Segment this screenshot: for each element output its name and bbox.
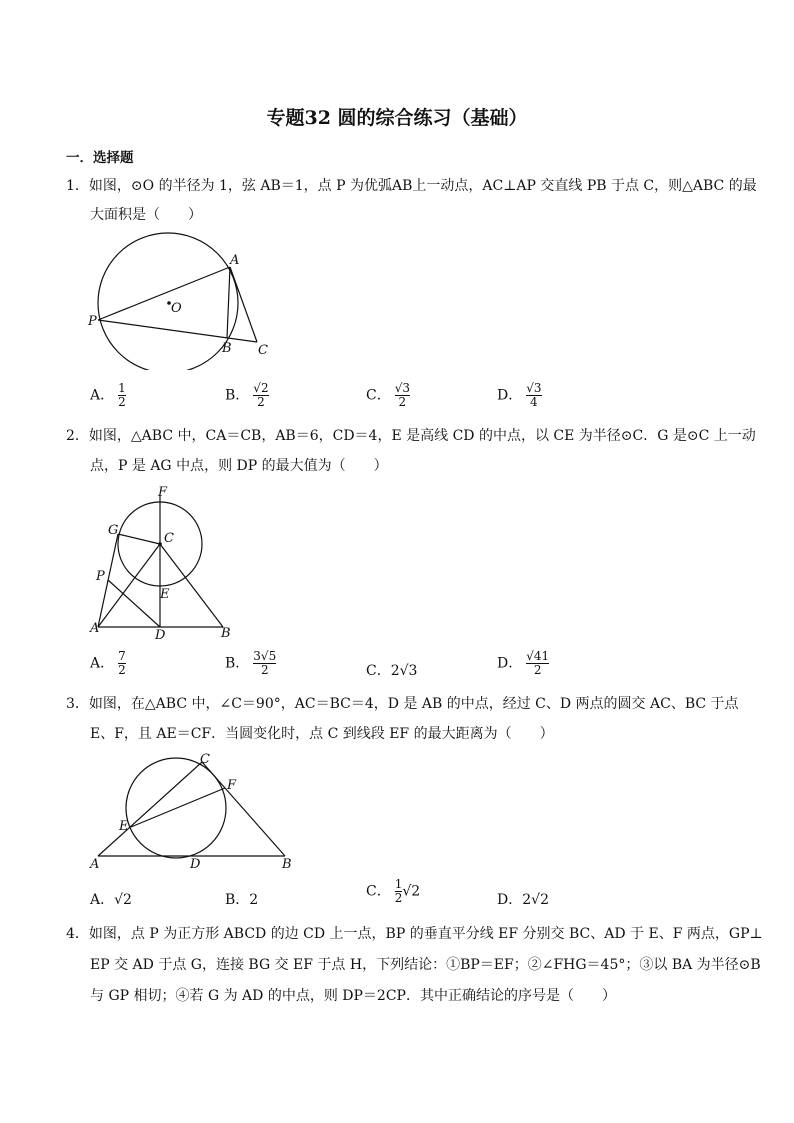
question-3-line-1: 3．如图，在△ABC 中，∠C＝90°，AC＝BC＝4，D 是 AB 的中点，经过 C、D 两点的圆交 AC、BC 于点 [66,696,739,712]
question-3-option-c: C． $\frac{1}{2}$ √2 [366,877,421,905]
section-heading: 一．选择题 [66,150,134,166]
page-title: 专题32 圆的综合练习（基础） [266,107,528,129]
circle-o [98,233,238,370]
label-c: C [164,531,174,546]
segment-ac [98,762,202,856]
segment-pc [98,320,257,342]
label-a: A [90,621,100,636]
label-g: G [108,523,119,538]
label-e: E [119,819,129,834]
question-4-line-3: 与 GP 相切；④若 G 为 AD 的中点，则 DP＝2CP．其中正确结论的序号是（ ） [90,988,616,1004]
question-1-option-c: C． $\frac{√3}{2}$ [366,381,410,409]
label-b: B [222,341,232,356]
segment-ab [227,267,230,338]
label-o: O [171,301,182,316]
question-1-option-d: D． $\frac{√3}{4}$ [497,381,542,409]
question-2-option-c: C．2√3 [366,663,418,679]
segment-pa [98,267,230,320]
segment-ac [230,267,257,342]
segment-ef [131,788,225,827]
question-3-figure [84,748,304,873]
question-3-line-2: E、F，且 AE＝CF．当圆变化时，点 C 到线段 EF 的最大距离为（ ） [90,726,554,742]
label-p: P [96,569,105,584]
question-2-option-b: B． $\frac{3√5}{2}$ [225,649,277,677]
question-3-option-d: D．2√2 [497,892,549,908]
question-2-figure [84,484,244,642]
label-c: C [258,343,268,358]
question-1-option-b: B． $\frac{√2}{2}$ [225,381,269,409]
question-2-option-a: A． $\frac{7}{2}$ [90,649,126,677]
center-dot-c [158,542,162,546]
label-d: D [155,628,166,642]
question-1-line-2: 大面积是（ ） [90,207,202,223]
label-c: C [200,752,210,767]
label-b: B [221,626,231,641]
label-a: A [90,857,100,872]
label-e: E [160,587,170,602]
segment-cb [202,762,285,856]
question-1-figure [80,230,300,370]
question-1-option-a: A． $\frac{1}{2}$ [90,381,126,409]
question-2-line-1: 2．如图，△ABC 中，CA＝CB，AB＝6，CD＝4，E 是高线 CD 的中点，以 CE 为半径⊙C．G 是⊙C 上一动 [66,428,756,444]
question-3-option-b: B．2 [225,892,259,908]
question-3-option-a: A．√2 [90,892,132,908]
label-d: D [190,857,201,872]
question-1-line-1: 1．如图，⊙O 的半径为 1，弦 AB＝1，点 P 为优弧AB上一动点，AC⊥AP 交直线 PB 于点 C，则△ABC 的最 [66,178,757,194]
label-p: P [88,314,97,329]
question-2-option-d: D． $\frac{√41}{2}$ [497,649,550,677]
question-2-line-2: 点，P 是 AG 中点，则 DP 的最大值为（ ） [90,458,388,474]
label-f: F [158,485,168,500]
question-4-line-1: 4．如图，点 P 为正方形 ABCD 的边 CD 上一点，BP 的垂直平分线 EF 分别交 BC、AD 于 E、F 两点，GP⊥ [66,926,763,942]
label-a: A [230,253,240,268]
question-4-line-2: EP 交 AD 于点 G，连接 BG 交 EF 于点 H，下列结论：①BP＝EF；②∠FHG＝45°；③以 BA 为半径⊙B [90,957,761,973]
label-b: B [282,857,292,872]
label-f: F [227,778,237,793]
segment-gc [118,534,160,544]
